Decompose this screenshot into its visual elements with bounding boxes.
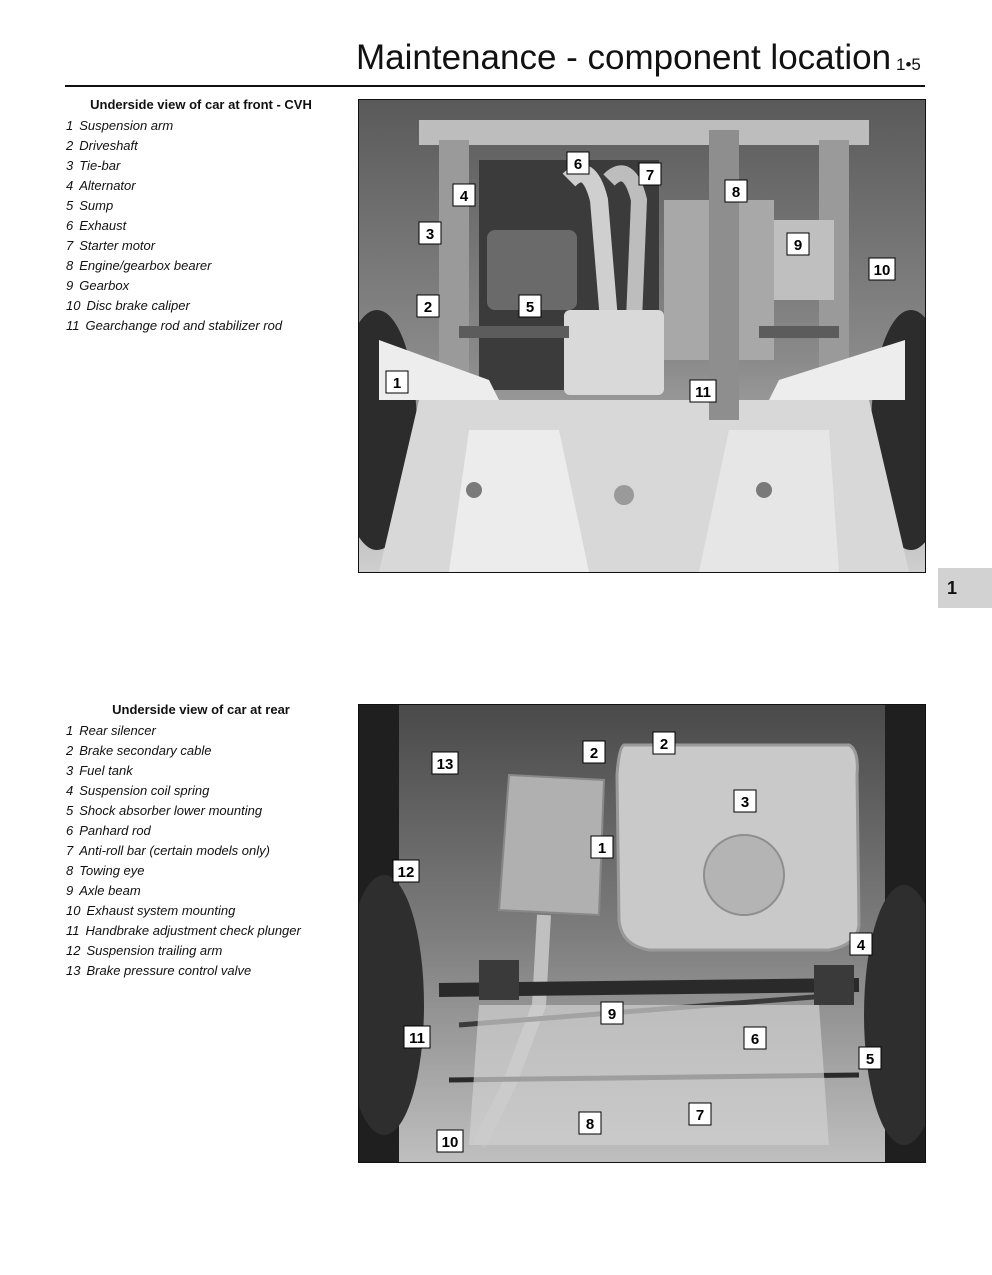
legend-number: 8 (66, 863, 74, 878)
legend-label: Panhard rod (79, 823, 151, 838)
legend-item (66, 901, 336, 921)
legend-item (66, 721, 336, 741)
svg-text:4: 4 (459, 188, 469, 205)
front-callout-2 (417, 295, 439, 317)
legend-item (66, 741, 336, 761)
rear-callout-7 (689, 1103, 711, 1125)
legend-number: 1 (66, 723, 74, 738)
legend-number: 7 (66, 843, 74, 858)
legend-number: 7 (66, 238, 74, 253)
legend-item (66, 316, 336, 336)
front-photo-illustration (359, 100, 925, 572)
legend-number: 12 (66, 943, 81, 958)
svg-text:6: 6 (573, 156, 583, 173)
rear-callout-9 (601, 1002, 623, 1024)
legend-number: 5 (66, 198, 74, 213)
front-underside-photo (358, 99, 926, 573)
legend-label: Suspension coil spring (79, 783, 210, 798)
svg-text:4: 4 (856, 937, 866, 954)
rear-callout-8 (579, 1112, 601, 1134)
legend-label: Anti-roll bar (certain models only) (79, 843, 270, 858)
legend-label: Engine/gearbox bearer (79, 258, 212, 273)
rear-callout-6 (744, 1027, 766, 1049)
legend-label: Exhaust (79, 218, 127, 233)
legend-item (66, 861, 336, 881)
legend-number: 3 (66, 158, 74, 173)
legend-item (66, 761, 336, 781)
svg-text:9: 9 (793, 237, 803, 254)
legend-item (66, 216, 336, 236)
page-number: 1•5 (896, 55, 921, 74)
rear-callout-5 (859, 1047, 881, 1069)
legend-item (66, 156, 336, 176)
legend-number: 3 (66, 763, 74, 778)
svg-text:3: 3 (740, 794, 750, 811)
rear-legend-list (66, 721, 336, 981)
rear-callout-2b (653, 732, 675, 754)
legend-label: Sump (79, 198, 114, 213)
svg-text:2: 2 (659, 736, 669, 753)
rear-callout-11 (404, 1026, 430, 1048)
rear-callout-3 (734, 790, 756, 812)
legend-item (66, 881, 336, 901)
page-title: Maintenance - component location (356, 38, 892, 77)
legend-number: 11 (66, 923, 80, 938)
legend-number: 2 (66, 138, 74, 153)
legend-item (66, 256, 336, 276)
legend-label: Gearchange rod and stabilizer rod (85, 318, 283, 333)
rear-callout-4 (850, 933, 872, 955)
front-callout-3 (419, 222, 441, 244)
svg-text:11: 11 (695, 384, 711, 401)
svg-text:7: 7 (645, 167, 655, 184)
legend-item (66, 781, 336, 801)
legend-label: Fuel tank (79, 763, 133, 778)
front-callout-7 (639, 163, 661, 185)
rear-callout-12 (393, 860, 419, 882)
svg-text:9: 9 (607, 1006, 617, 1023)
rear-photo-illustration (359, 705, 925, 1162)
svg-text:13: 13 (436, 756, 454, 773)
legend-number: 9 (66, 883, 74, 898)
legend-label: Axle beam (79, 883, 141, 898)
svg-text:6: 6 (750, 1031, 760, 1048)
svg-text:2: 2 (423, 299, 433, 316)
legend-label: Handbrake adjustment check plunger (85, 923, 301, 938)
legend-item (66, 941, 336, 961)
legend-number: 6 (66, 218, 74, 233)
legend-number: 10 (66, 298, 81, 313)
legend-number: 6 (66, 823, 74, 838)
chapter-tab: 1 (938, 568, 992, 608)
svg-text:3: 3 (425, 226, 435, 243)
legend-number: 10 (66, 903, 81, 918)
rear-callout-10 (437, 1130, 463, 1152)
legend-label: Brake pressure control valve (86, 963, 252, 978)
front-caption-title: Underside view of car at front - CVH (90, 97, 312, 112)
legend-label: Suspension trailing arm (86, 943, 223, 958)
legend-number: 8 (66, 258, 74, 273)
legend-item (66, 236, 336, 256)
legend-item (66, 116, 336, 136)
svg-text:8: 8 (731, 184, 741, 201)
header-rule (65, 85, 925, 87)
legend-item (66, 801, 336, 821)
front-callout-10 (869, 258, 895, 280)
front-callout-4 (453, 184, 475, 206)
svg-text:10: 10 (441, 1134, 459, 1151)
legend-label: Alternator (79, 178, 136, 193)
legend-label: Disc brake caliper (86, 298, 190, 313)
legend-number: 4 (66, 783, 74, 798)
rear-underside-photo (358, 704, 926, 1163)
legend-label: Brake secondary cable (79, 743, 212, 758)
front-legend-list (66, 116, 336, 336)
svg-text:1: 1 (392, 375, 402, 392)
svg-text:12: 12 (397, 864, 415, 881)
svg-text:1: 1 (597, 840, 607, 857)
legend-number: 5 (66, 803, 74, 818)
front-callout-8 (725, 180, 747, 202)
legend-label: Towing eye (79, 863, 145, 878)
legend-item (66, 136, 336, 156)
legend-label: Driveshaft (79, 138, 138, 153)
front-callout-1 (386, 371, 408, 393)
legend-label: Exhaust system mounting (86, 903, 236, 918)
legend-label: Starter motor (79, 238, 156, 253)
front-caption (66, 97, 336, 336)
legend-label: Gearbox (79, 278, 130, 293)
rear-callout-2a (583, 741, 605, 763)
svg-text:5: 5 (865, 1051, 875, 1068)
legend-item (66, 196, 336, 216)
legend-item (66, 176, 336, 196)
front-callout-6 (567, 152, 589, 174)
svg-text:8: 8 (585, 1116, 595, 1133)
svg-text:7: 7 (695, 1107, 705, 1124)
rear-callout-13 (432, 752, 458, 774)
svg-text:2: 2 (589, 745, 599, 762)
legend-label: Rear silencer (79, 723, 156, 738)
legend-item (66, 961, 336, 981)
front-callout-11 (690, 380, 716, 402)
legend-number: 2 (66, 743, 74, 758)
legend-number: 13 (66, 963, 81, 978)
legend-label: Shock absorber lower mounting (79, 803, 263, 818)
front-callout-5 (519, 295, 541, 317)
svg-text:11: 11 (409, 1030, 425, 1047)
rear-caption (66, 702, 336, 981)
legend-number: 9 (66, 278, 74, 293)
legend-item (66, 276, 336, 296)
rear-callout-1 (591, 836, 613, 858)
front-callout-9 (787, 233, 809, 255)
legend-item (66, 921, 336, 941)
legend-item (66, 821, 336, 841)
legend-number: 1 (66, 118, 74, 133)
legend-item (66, 296, 336, 316)
rear-caption-title: Underside view of car at rear (112, 702, 290, 717)
legend-number: 4 (66, 178, 74, 193)
legend-label: Suspension arm (79, 118, 174, 133)
svg-text:10: 10 (873, 262, 891, 279)
legend-label: Tie-bar (79, 158, 121, 173)
legend-item (66, 841, 336, 861)
legend-number: 11 (66, 318, 80, 333)
svg-text:5: 5 (525, 299, 535, 316)
